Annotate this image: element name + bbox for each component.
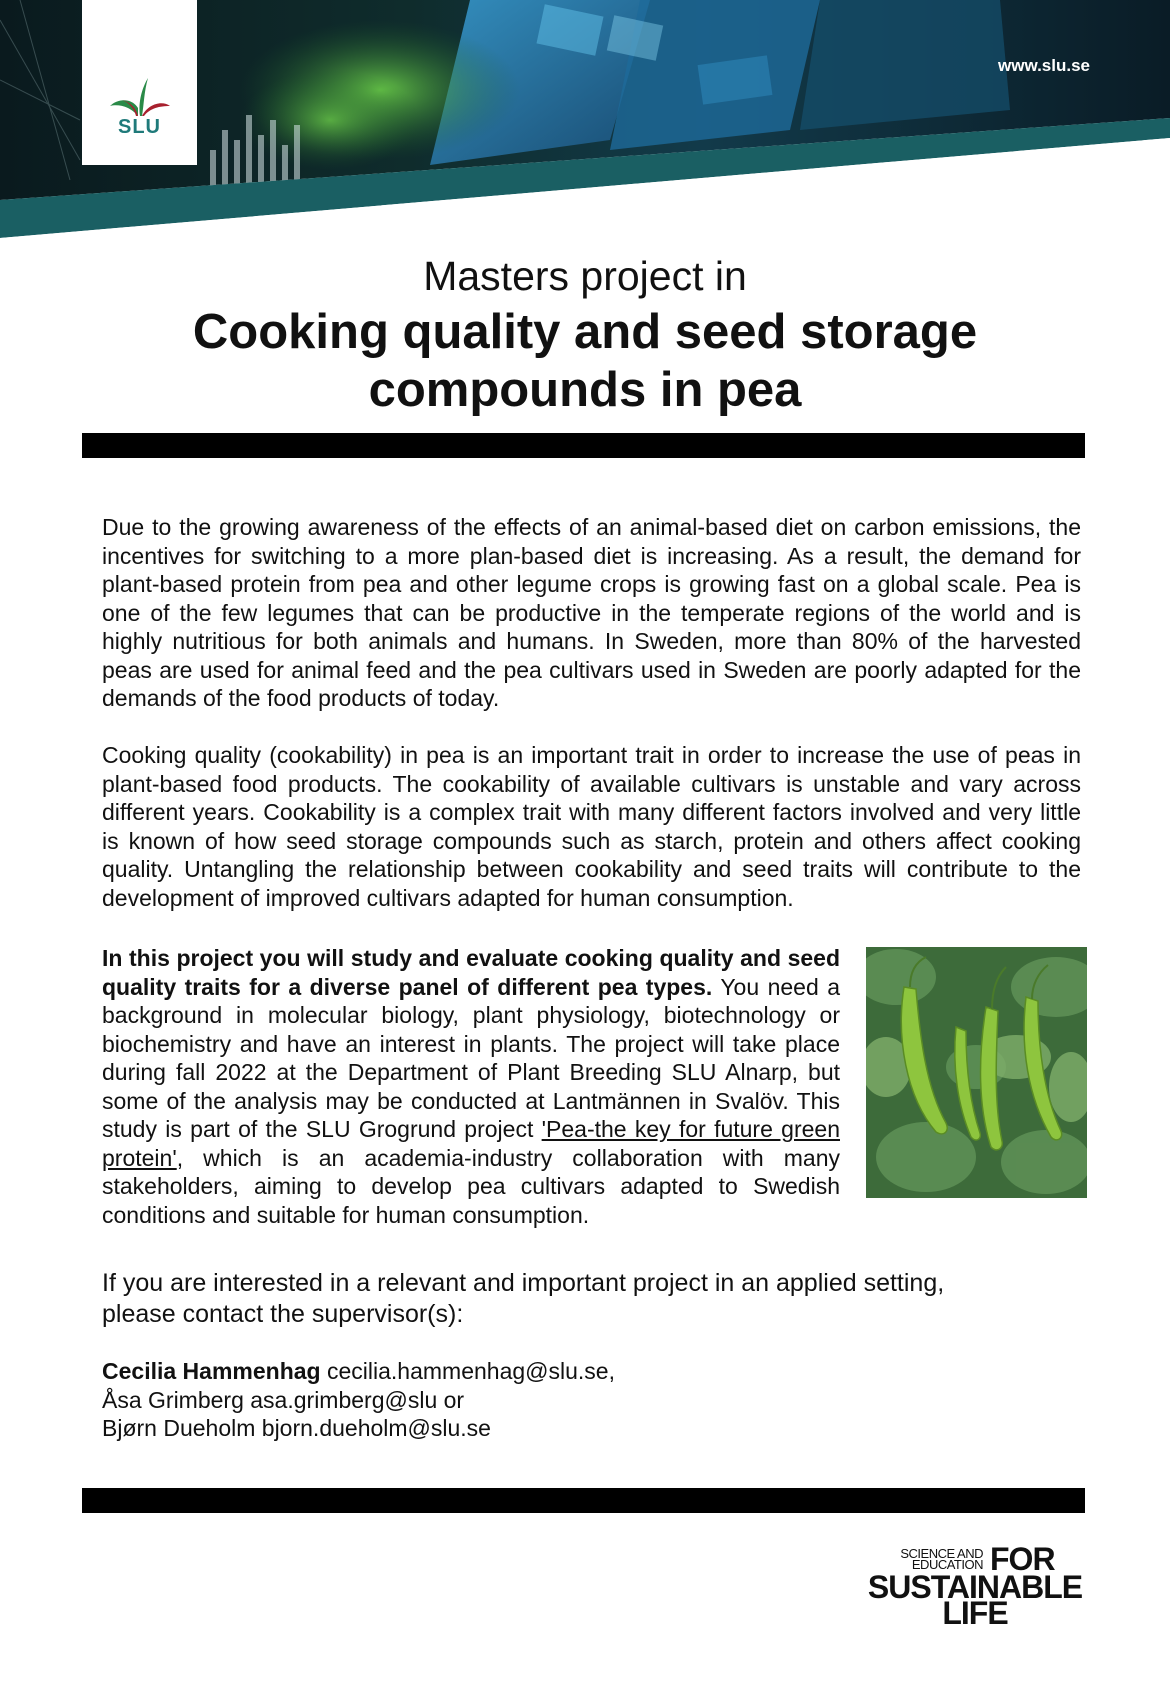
- slogan-sustainable: SUSTAINABLE: [867, 1569, 1083, 1605]
- contact-suffix: or: [437, 1386, 465, 1413]
- contact-list: [102, 1357, 802, 1443]
- page-title-line-1: Cooking quality and seed storage: [192, 305, 978, 359]
- contact-name: Cecilia Hammenhag: [102, 1358, 321, 1384]
- contact-email-link[interactable]: cecilia.hammenhag@slu.se,: [326, 1358, 615, 1384]
- header-banner: [0, 0, 1170, 240]
- project-highlight: In this project you will study and evaluate cooking quality and seed quality traits for a diverse panel of different pea types.: [102, 945, 840, 1000]
- slogan-small-2: EDUCATION: [911, 1557, 983, 1572]
- bottom-divider: [82, 1488, 1085, 1513]
- project-text-1: You need a background in molecular biology, plant physiology, biotechnology or biochemistry and have an interest in plants. The project will take place during fall 2022 at the Department of Plant Breeding SLU Alnarp, but some of the analysis may be conducted at Lantmännen in Svalöv. This study is part of the SLU Grogrund project: [102, 973, 840, 1142]
- pea-pods-image: [866, 947, 1087, 1198]
- slu-leaf-icon: [108, 76, 172, 118]
- contact-name: Bjørn Dueholm: [102, 1415, 256, 1441]
- top-divider: [82, 433, 1085, 458]
- slogan-logo: [850, 1530, 1090, 1630]
- project-text-2: , which is an academia-industry collaboration with many stakeholders, aiming to develop pea cultivars adapted to Swedish conditions and suitable for human consumption.: [102, 1144, 840, 1228]
- logo-text: SLU: [118, 116, 161, 138]
- contact-line: [102, 1357, 802, 1386]
- grogrund-project-link[interactable]: 'Pea-the key for future green protein': [102, 1116, 840, 1171]
- contact-intro: If you are interested in a relevant and important project in an applied setting, please contact the supervisor(s):: [102, 1269, 945, 1328]
- contact-name: Åsa Grimberg: [102, 1386, 244, 1413]
- slogan-for: FOR: [990, 1541, 1055, 1577]
- paragraph-intro: Due to the growing awareness of the effects of an animal-based diet on carbon emissions, the incentives for switching to a more plan-based diet is increasing. As a result, the demand for plant-based protein from pea and other legume crops is growing fast on a global scale. Pea is one of the few legumes that can be productive in the temperate regions of the world and is highly nutritious for both animals and humans. In Sweden, more than 80% of the harvested peas are used for animal feed and the pea cultivars used in Sweden are poorly adapted for the demands of the food products of today.: [102, 514, 1081, 711]
- paragraph-cookability: Cooking quality (cookability) in pea is an important trait in order to increase the use of peas in plant-based food products. The cookability of available cultivars is unstable and vary across different years. Cookability is a complex trait with many different factors involved and very little is known of how seed storage compounds such as starch, protein and others affect cooking quality. Untangling the relationship between cookability and seed traits will contribute to the development of improved cultivars adapted for human consumption.: [102, 742, 1081, 911]
- contact-email-link[interactable]: bjorn.dueholm@slu.se: [261, 1415, 491, 1441]
- title-block: [0, 250, 1170, 418]
- contact-line: [102, 1414, 802, 1443]
- contact-line: [102, 1386, 802, 1415]
- slu-logo[interactable]: [82, 0, 197, 165]
- site-url-link[interactable]: www.slu.se: [998, 56, 1090, 75]
- slogan-life: LIFE: [942, 1595, 1008, 1631]
- page-title-line-2: compounds in pea: [368, 363, 802, 417]
- contact-email-link[interactable]: asa.grimberg@slu: [250, 1386, 438, 1413]
- page-subtitle: Masters project in: [423, 253, 747, 299]
- paragraph-project: [102, 944, 840, 1229]
- slogan-small-1: SCIENCE AND: [900, 1546, 983, 1561]
